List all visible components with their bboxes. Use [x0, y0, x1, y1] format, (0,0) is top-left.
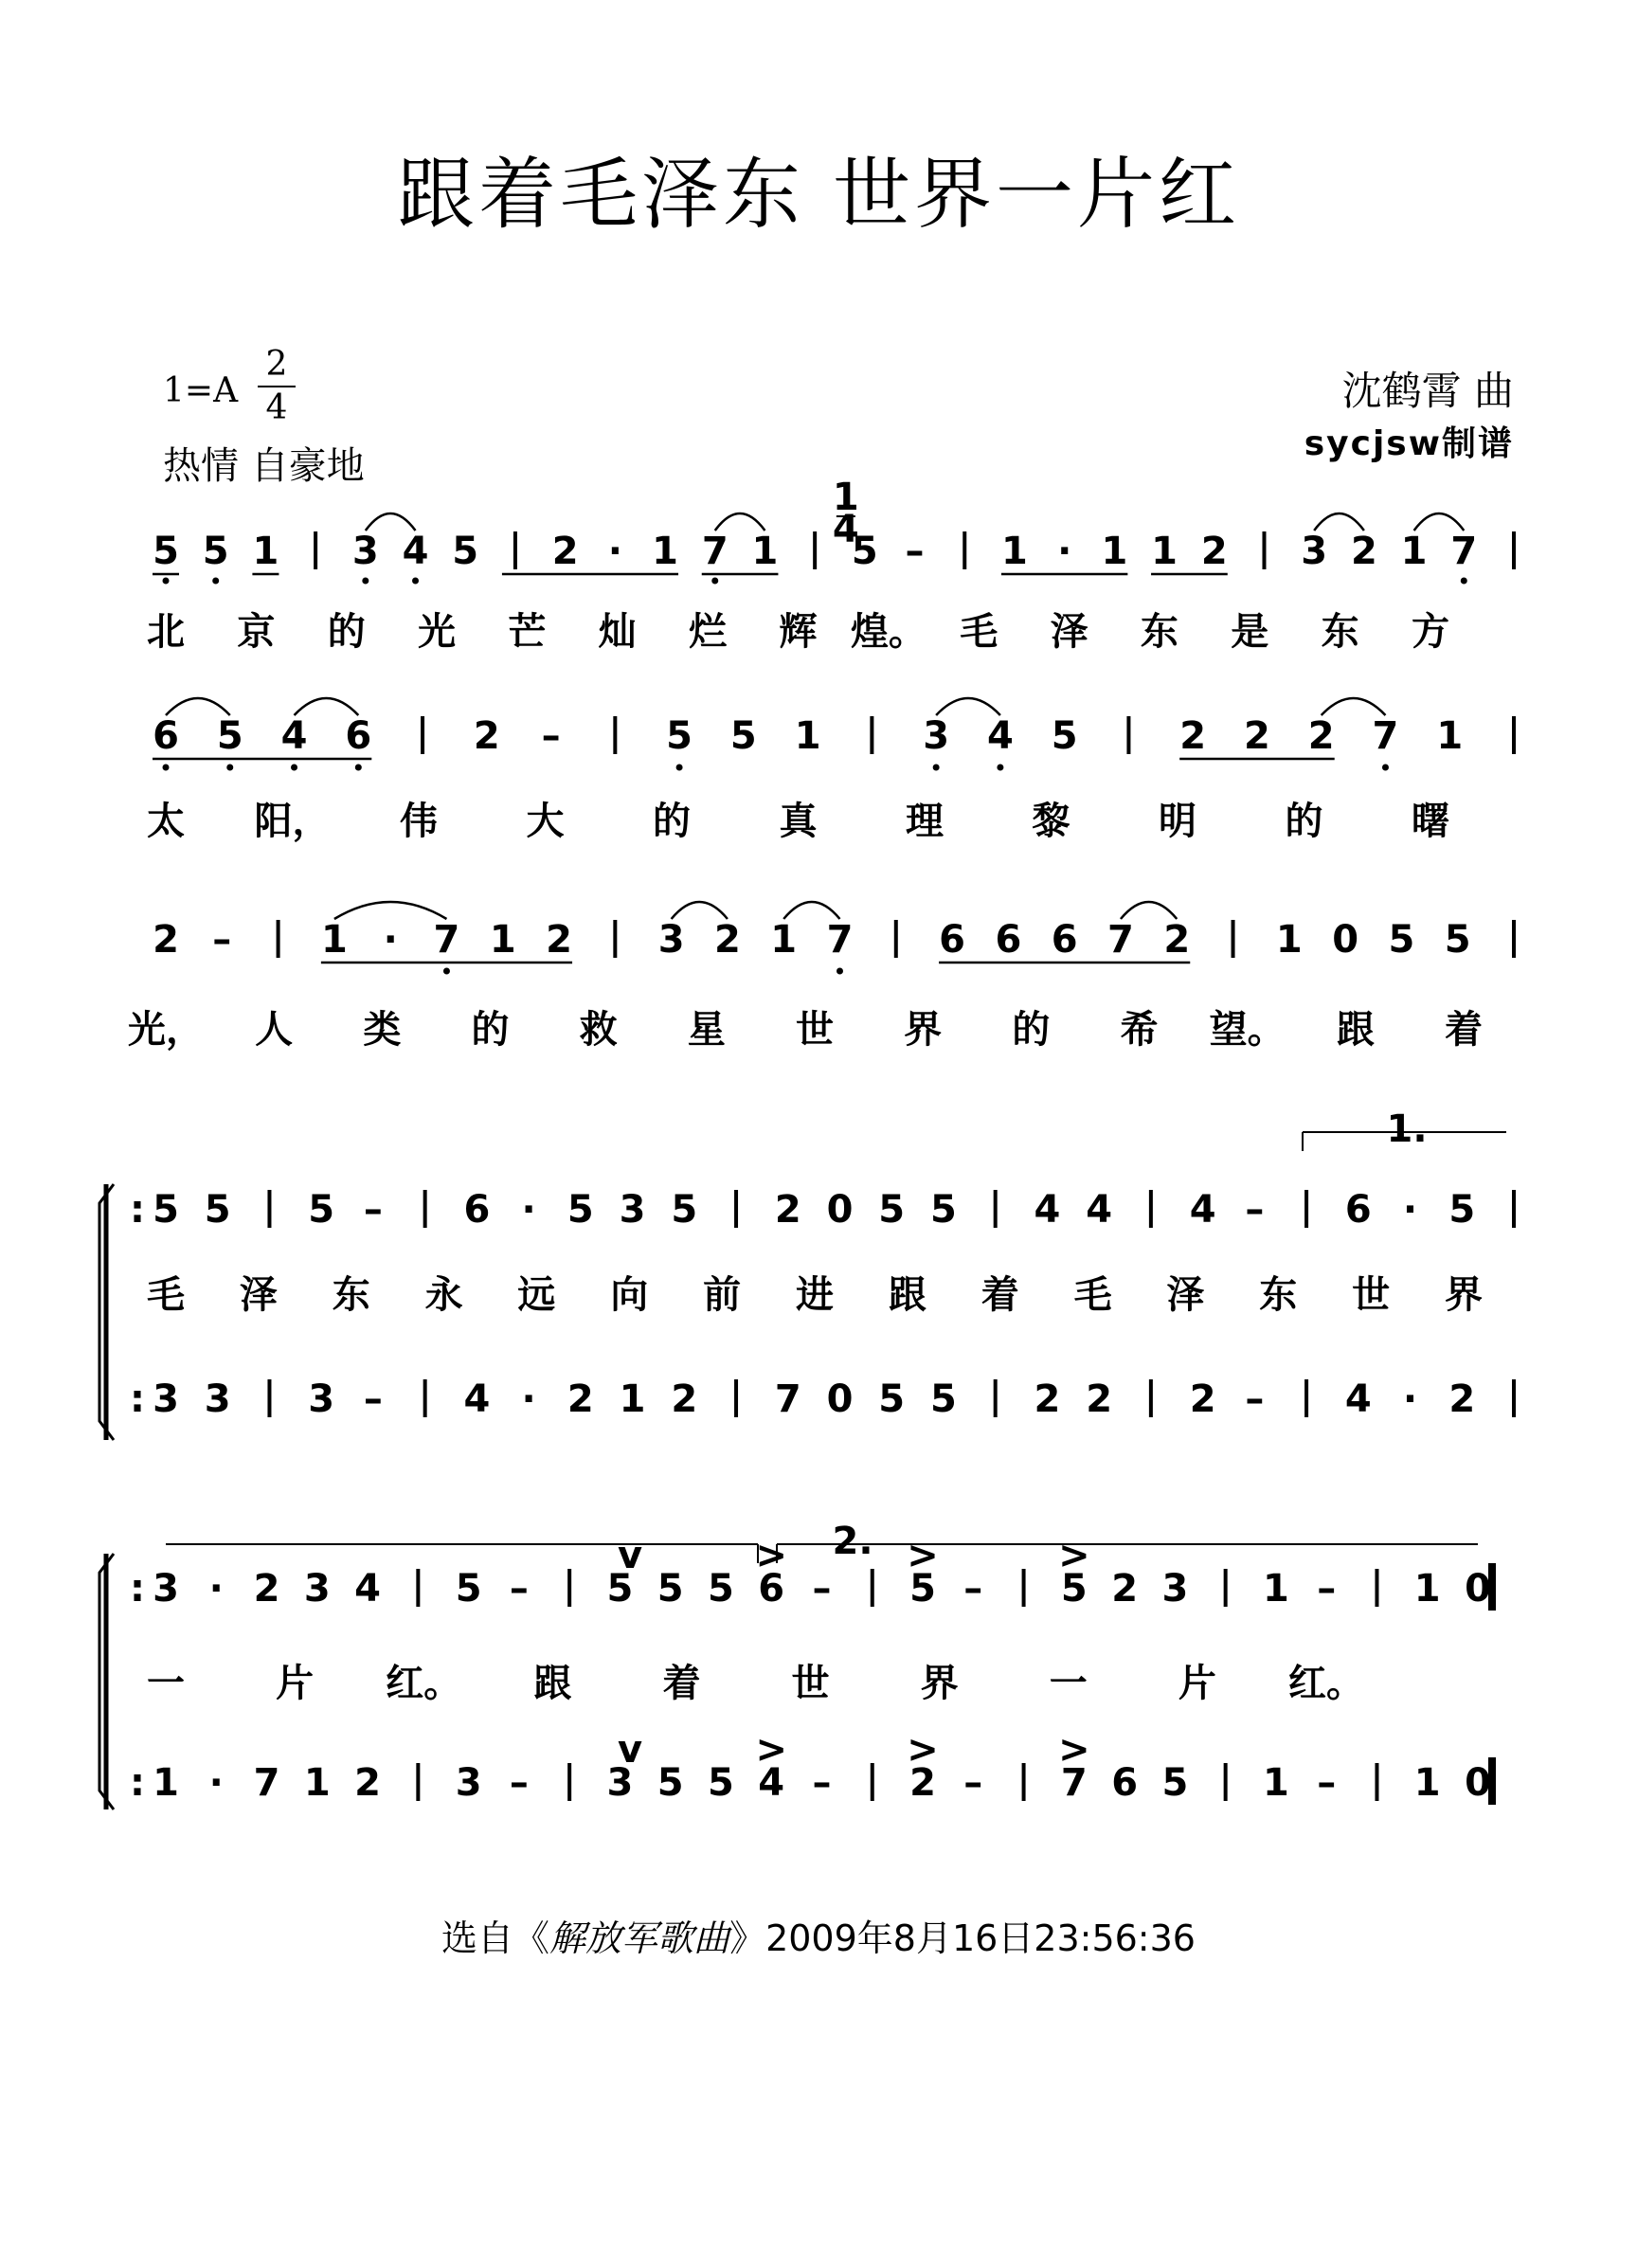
low-octave-dot — [291, 765, 297, 771]
sys1-note: 5 — [153, 530, 179, 573]
sys4-lower-note: 3 — [308, 1377, 335, 1421]
sys4-upper-note: 5 — [930, 1188, 957, 1232]
sys5-lyric: 着 — [662, 1662, 701, 1705]
sys3-note: 0 — [1332, 918, 1359, 962]
tie-slur — [366, 513, 416, 531]
repeat-colon: : — [130, 1377, 145, 1421]
sys4-lyric: 前 — [703, 1273, 742, 1317]
accent-mark: > — [755, 1728, 787, 1772]
sys1-note: 1 — [751, 530, 779, 573]
sys4-lyric: 远 — [517, 1273, 556, 1317]
sys2-note: 1 — [794, 714, 821, 758]
sys2-lyric: 的 — [653, 800, 691, 843]
sys3-note: 1 — [320, 918, 348, 962]
tie-slur — [715, 513, 765, 531]
sys3-note: 2 — [153, 918, 179, 962]
low-octave-dot — [933, 765, 940, 771]
tie-slur — [166, 698, 230, 715]
sys5-lyric: 界 — [920, 1662, 959, 1705]
low-octave-dot — [711, 578, 718, 585]
mid-time-signature-bottom: 4 — [832, 508, 859, 551]
sys2-lyric: 真 — [779, 800, 818, 843]
sys1-note: · — [1057, 530, 1072, 573]
low-octave-dot — [443, 968, 450, 975]
sys4-lyric: 界 — [1445, 1273, 1483, 1317]
low-octave-dot — [1461, 578, 1467, 585]
sys4-upper-note: 3 — [619, 1188, 646, 1232]
sys5-lower-note: 1 — [1413, 1761, 1441, 1805]
score-maker: sycjsw制谱 — [1304, 424, 1514, 463]
sys1-note: 1 — [1001, 530, 1028, 573]
sys5-upper-note: 5 — [657, 1567, 684, 1611]
sys5-lower-note: 1 — [153, 1761, 179, 1805]
sys3-note: 6 — [1051, 918, 1078, 962]
sys1-note: 1 — [1101, 530, 1128, 573]
sys1-lyric: 的 — [327, 610, 366, 654]
sys4-lower-note: 1 — [619, 1377, 646, 1421]
low-octave-dot — [212, 578, 219, 585]
sys3-note: 1 — [489, 918, 516, 962]
sys5-upper-note: 5 — [909, 1567, 936, 1611]
tie-slur — [1414, 513, 1465, 531]
sys3-lyric: 星 — [687, 1008, 726, 1052]
sys4-upper-note: 5 — [1448, 1188, 1476, 1232]
sys5-upper-note: – — [963, 1567, 983, 1611]
repeat-colon: : — [130, 1761, 145, 1805]
repeat-colon: : — [130, 1567, 145, 1611]
sys2-lyric: 伟 — [400, 800, 438, 843]
sys3-note: 3 — [657, 918, 685, 962]
sys5-upper-note: 5 — [606, 1567, 634, 1611]
sys2-note: 4 — [986, 714, 1014, 758]
sys4-lyric: 毛 — [147, 1273, 185, 1317]
sys5-lower-note: 4 — [758, 1761, 785, 1805]
sys4-lyric: 进 — [796, 1273, 834, 1317]
sys2-lyric: 明 — [1159, 800, 1196, 843]
accent-mark: > — [1058, 1534, 1090, 1577]
accent-mark: > — [907, 1534, 939, 1577]
sys1-note: · — [607, 530, 622, 573]
sys5-lower-note: 2 — [909, 1761, 936, 1805]
sys4-upper-note: 5 — [308, 1188, 335, 1232]
sys1-lyric: 芒 — [508, 610, 547, 654]
sys2-note: 2 — [1244, 714, 1270, 758]
sys4-upper-note: 5 — [671, 1188, 698, 1232]
sys1-note: 5 — [202, 530, 229, 573]
sys4-lyric: 跟 — [888, 1273, 926, 1317]
sys3-note: 2 — [546, 918, 572, 962]
sys3-lyric: 人 — [255, 1008, 294, 1052]
breath-mark: v — [617, 1534, 643, 1577]
sys5-lower-note: – — [509, 1761, 529, 1805]
sys2-note: 2 — [1179, 714, 1207, 758]
sys5-upper-note: 2 — [1111, 1567, 1139, 1611]
sys5-lower-note: 1 — [303, 1761, 331, 1805]
sys3-note: 2 — [713, 918, 741, 962]
sys3-note: 7 — [826, 918, 854, 962]
sys4-lyric: 着 — [980, 1273, 1019, 1317]
sys5-upper-note: 1 — [1413, 1567, 1441, 1611]
low-octave-dot — [226, 765, 233, 771]
sys4-lower-note: 2 — [1448, 1377, 1476, 1421]
low-octave-dot — [362, 578, 369, 585]
sys3-note: 1 — [770, 918, 798, 962]
low-octave-dot — [997, 765, 1003, 771]
sys3-lyric: 希 — [1120, 1008, 1159, 1052]
accent-mark: > — [907, 1728, 939, 1772]
sys2-note: 5 — [216, 714, 243, 758]
sys1-lyric: 煌。 — [850, 610, 926, 654]
sys1-lyric: 东 — [1140, 610, 1178, 654]
sys2-lyric: 理 — [906, 800, 944, 843]
sys5-lower-note: 6 — [1111, 1761, 1139, 1805]
sys4-lower-note: 2 — [1086, 1377, 1113, 1421]
tie-slur — [1322, 698, 1386, 715]
sys1-note: 7 — [701, 530, 729, 573]
sys4-upper-note: 5 — [153, 1188, 179, 1232]
ending-1-label: 1. — [1386, 1107, 1428, 1151]
sys3-lyric: 的 — [471, 1008, 510, 1052]
sys3-note: 7 — [1107, 918, 1134, 962]
sys2-note: 5 — [1051, 714, 1078, 758]
sys5-upper-note: · — [208, 1567, 224, 1611]
sys4-lower-note: 2 — [1189, 1377, 1216, 1421]
sys3-note: 6 — [939, 918, 966, 962]
sys4-upper-note: 6 — [463, 1188, 491, 1232]
sys4-upper-note: 5 — [878, 1188, 906, 1232]
sys3-lyric: 着 — [1445, 1008, 1483, 1052]
tie-slur — [1121, 902, 1177, 919]
sys2-note: 4 — [280, 714, 308, 758]
sys4-upper-note: – — [363, 1188, 383, 1232]
sys3-note: 1 — [1275, 918, 1303, 962]
time-signature-top: 2 — [265, 345, 288, 384]
sys4-upper-note: 6 — [1344, 1188, 1372, 1232]
sys5-lower-note: 3 — [455, 1761, 482, 1805]
tempo-marking: 热情 自豪地 — [163, 444, 365, 488]
sys4-lower-note: · — [521, 1377, 536, 1421]
sys2-note: 5 — [666, 714, 693, 758]
sys5-lower-note: 5 — [1161, 1761, 1189, 1805]
source-footer — [0, 1909, 1637, 1961]
sys2-note: 1 — [1436, 714, 1464, 758]
time-signature-bottom: 4 — [265, 388, 288, 427]
sys4-upper-note: – — [1245, 1188, 1265, 1232]
sys4-lower-note: 2 — [1034, 1377, 1061, 1421]
sys5-upper-note: 5 — [1060, 1567, 1088, 1611]
sys1-lyric: 光 — [418, 610, 457, 654]
tie-slur — [334, 902, 447, 919]
sys1-lyric: 泽 — [1050, 610, 1088, 654]
sys5-lyric: 一 — [147, 1662, 185, 1705]
tie-slur — [1314, 513, 1364, 531]
sys5-lower-note: – — [1317, 1761, 1337, 1805]
sys4-upper-note: 4 — [1034, 1188, 1061, 1232]
sys4-upper-note: 4 — [1086, 1188, 1113, 1232]
sys1-lyric: 灿 — [598, 610, 637, 654]
sys4-lyric: 世 — [1352, 1273, 1391, 1317]
sys4-lyric: 泽 — [1166, 1273, 1205, 1317]
sys5-lower-note: · — [208, 1761, 224, 1805]
sys4-lower-note: 7 — [774, 1377, 801, 1421]
sys5-lyric: 片 — [1178, 1662, 1216, 1705]
sys3-note: 7 — [433, 918, 460, 962]
sys3-lyric: 的 — [1012, 1008, 1051, 1052]
sys1-lyric: 辉 — [779, 610, 818, 654]
sys4-lyric: 毛 — [1073, 1273, 1112, 1317]
sys2-lyric: 大 — [526, 800, 565, 843]
sys5-upper-note: 3 — [303, 1567, 331, 1611]
sys1-lyric: 北 — [147, 610, 185, 654]
sys5-lyric: 片 — [276, 1662, 315, 1705]
sys3-lyric: 望。 — [1209, 1008, 1286, 1052]
sys4-lyric: 永 — [424, 1273, 463, 1317]
sys5-lower-note: 3 — [606, 1761, 634, 1805]
sys1-lyric: 京 — [237, 610, 276, 654]
sys2-lyric: 的 — [1285, 800, 1323, 843]
sys5-lower-note: 0 — [1465, 1761, 1491, 1805]
sys2-lyric: 黎 — [1032, 800, 1070, 843]
sys3-lyric: 世 — [796, 1008, 834, 1052]
tie-slur — [936, 698, 1000, 715]
sys3-note: · — [383, 918, 398, 962]
repeat-colon: : — [130, 1188, 145, 1232]
sys4-lower-note: · — [1402, 1377, 1418, 1421]
sys2-note: 6 — [153, 714, 179, 758]
accent-mark: > — [1058, 1728, 1090, 1772]
sys2-note: 7 — [1372, 714, 1399, 758]
sys3-note: – — [212, 918, 232, 962]
sys5-upper-note: – — [812, 1567, 832, 1611]
sys5-upper-note: – — [509, 1567, 529, 1611]
sys2-lyric: 阳， — [254, 800, 331, 843]
sys1-note: 2 — [1350, 530, 1377, 573]
sys4-lower-note: 4 — [463, 1377, 491, 1421]
low-octave-dot — [355, 765, 362, 771]
sys1-lyric: 是 — [1231, 610, 1269, 654]
low-octave-dot — [163, 578, 170, 585]
sys4-lower-note: 2 — [671, 1377, 698, 1421]
tie-slur — [295, 698, 359, 715]
sys5-upper-note: 3 — [153, 1567, 179, 1611]
sys3-note: 2 — [1163, 918, 1191, 962]
low-octave-dot — [676, 765, 683, 771]
sys5-lyric: 一 — [1049, 1662, 1088, 1705]
sys5-lower-note: 7 — [1060, 1761, 1088, 1805]
low-octave-dot — [1382, 765, 1389, 771]
sys5-upper-note: 4 — [354, 1567, 381, 1611]
sys1-lyric: 烂 — [689, 610, 728, 654]
ending-2-label: 2. — [832, 1520, 873, 1563]
sys2-note: 6 — [345, 714, 372, 758]
sys4-lower-note: 3 — [204, 1377, 231, 1421]
low-octave-dot — [163, 765, 170, 771]
sys4-lower-note: 5 — [930, 1377, 957, 1421]
sys1-note: 2 — [551, 530, 579, 573]
sys4-lyric: 东 — [1259, 1273, 1298, 1317]
sys5-lower-note: – — [812, 1761, 832, 1805]
book-title: 解放军歌曲 — [549, 1917, 730, 1959]
sys5-upper-note: 5 — [455, 1567, 482, 1611]
accent-mark: > — [755, 1534, 787, 1577]
sys5-lower-note: 5 — [708, 1761, 734, 1805]
sys5-upper-note: 6 — [758, 1567, 785, 1611]
sys4-lower-note: 2 — [567, 1377, 594, 1421]
sys5-lower-note: 2 — [354, 1761, 381, 1805]
sys2-lyric: 曙 — [1412, 800, 1449, 843]
sys3-note: 6 — [995, 918, 1022, 962]
sys1-lyric: 方 — [1412, 610, 1449, 654]
sys3-lyric: 界 — [904, 1008, 943, 1052]
sys5-upper-note: 0 — [1465, 1567, 1491, 1611]
sys5-lyric: 红。 — [1288, 1662, 1364, 1705]
sys4-upper-note: 4 — [1189, 1188, 1216, 1232]
sys3-lyric: 跟 — [1336, 1008, 1375, 1052]
sys1-note: 1 — [1400, 530, 1428, 573]
low-octave-dot — [836, 968, 843, 975]
sys4-lower-note: 0 — [826, 1377, 854, 1421]
sys5-lyric: 世 — [791, 1662, 830, 1705]
key-signature: 1=A — [163, 371, 239, 410]
sys4-lower-note: 3 — [153, 1377, 179, 1421]
sys4-lyric: 东 — [332, 1273, 370, 1317]
sys4-lyric: 向 — [610, 1273, 649, 1317]
sys4-upper-note: 5 — [567, 1188, 594, 1232]
sys3-lyric: 类 — [363, 1008, 402, 1052]
sys5-lower-note: 5 — [657, 1761, 684, 1805]
sys4-lower-note: 4 — [1344, 1377, 1372, 1421]
sys4-lyric: 泽 — [239, 1273, 278, 1317]
sys1-note: 7 — [1450, 530, 1478, 573]
sys5-lyric: 红。 — [386, 1662, 462, 1705]
sys3-note: 5 — [1444, 918, 1471, 962]
sys1-note: 2 — [1200, 530, 1228, 573]
sys2-note: 5 — [729, 714, 757, 758]
sys5-upper-note: 2 — [253, 1567, 280, 1611]
sys2-lyric: 太 — [147, 800, 185, 843]
sys4-upper-note: · — [521, 1188, 536, 1232]
sys4-upper-note: 2 — [774, 1188, 801, 1232]
sys4-lower-note: – — [363, 1377, 383, 1421]
sys2-note: 3 — [923, 714, 950, 758]
sys2-note: 2 — [473, 714, 500, 758]
sys5-upper-note: 1 — [1263, 1567, 1289, 1611]
footer-prefix: 选自《 — [441, 1917, 550, 1959]
sys3-note: 5 — [1388, 918, 1415, 962]
sys1-note: 4 — [402, 530, 429, 573]
sys1-note: 1 — [252, 530, 279, 573]
sys5-upper-note: 5 — [708, 1567, 734, 1611]
sys5-lyric: 跟 — [533, 1662, 572, 1705]
tie-slur — [783, 902, 839, 919]
song-title: 跟着毛泽东 世界一片红 — [396, 150, 1241, 240]
sys1-note: 1 — [1151, 530, 1178, 573]
sys1-lyric: 毛 — [960, 610, 998, 654]
sys3-lyric: 救 — [579, 1008, 618, 1052]
sys1-note: 1 — [652, 530, 678, 573]
sys4-upper-note: 0 — [826, 1188, 854, 1232]
sys5-upper-note: 3 — [1161, 1567, 1189, 1611]
sys1-note: 5 — [851, 530, 878, 573]
sys4-lower-note: 5 — [878, 1377, 906, 1421]
sys5-lower-note: 7 — [253, 1761, 280, 1805]
sys5-upper-note: – — [1317, 1567, 1337, 1611]
sys5-lower-note: 1 — [1263, 1761, 1289, 1805]
breath-mark: v — [617, 1728, 643, 1772]
sys2-note: 2 — [1307, 714, 1335, 758]
sys2-note: – — [541, 714, 561, 758]
low-octave-dot — [412, 578, 419, 585]
sys5-lower-note: – — [963, 1761, 983, 1805]
sys1-lyric: 东 — [1321, 610, 1359, 654]
sys4-upper-note: 5 — [204, 1188, 231, 1232]
sys1-note: 3 — [1301, 530, 1328, 573]
sys3-lyric: 光， — [128, 1008, 204, 1052]
sys1-note: 5 — [452, 530, 479, 573]
sys1-note: – — [905, 530, 925, 573]
footer-suffix: 》2009年8月16日23:56:36 — [729, 1917, 1196, 1959]
tie-slur — [672, 902, 728, 919]
sys4-lower-note: – — [1245, 1377, 1265, 1421]
composer: 沈鹤霄 曲 — [1341, 368, 1514, 414]
sys4-upper-note: · — [1402, 1188, 1418, 1232]
mid-time-signature-top: 1 — [832, 476, 859, 519]
sys1-note: 3 — [351, 530, 379, 573]
